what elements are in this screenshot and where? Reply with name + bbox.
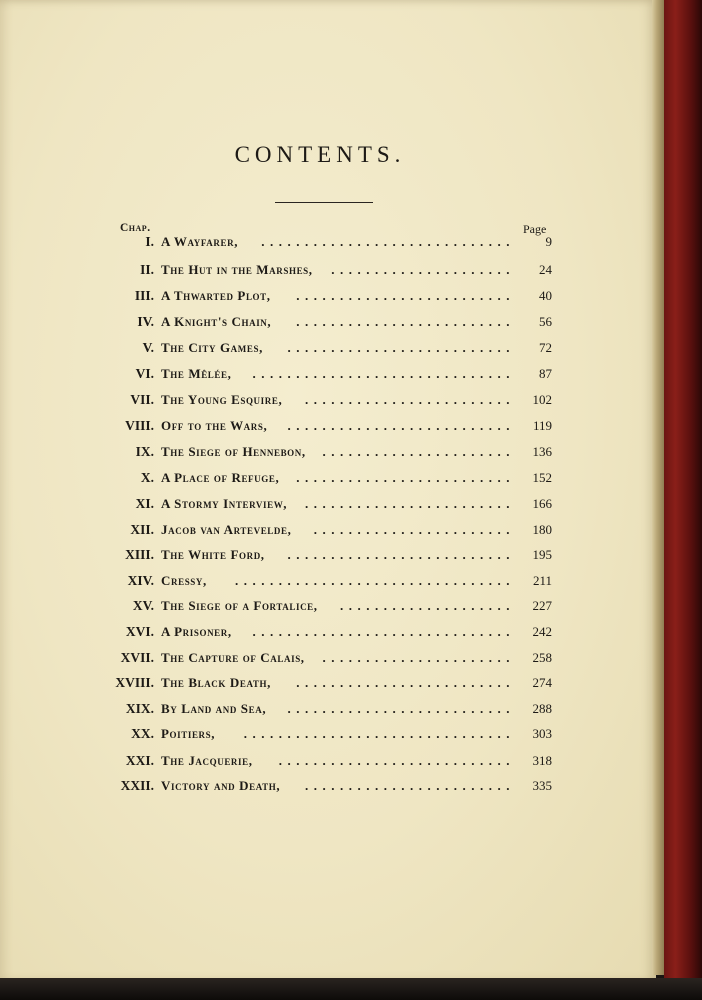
dot-leader: .....................	[331, 262, 515, 277]
chapter-number: I.	[145, 234, 154, 249]
chapter-number: VI.	[135, 366, 154, 381]
chapter-page-number: 258	[532, 650, 552, 665]
chapter-page-number: 152	[532, 470, 552, 485]
chapter-page-number: 288	[532, 701, 552, 716]
chapter-page-number: 56	[539, 314, 552, 329]
dot-leader: ...............................	[243, 726, 515, 741]
chapter-page-number: 166	[532, 496, 552, 511]
chapter-title: A Prisoner,	[161, 624, 232, 639]
chapter-page-number: 24	[539, 262, 552, 277]
chapter-page-number: 102	[532, 392, 552, 407]
contents-entry	[100, 442, 555, 462]
dot-leader: ..........................	[287, 418, 515, 433]
chapter-number: XXII.	[120, 778, 154, 793]
chapter-page-number: 242	[532, 624, 552, 639]
contents-entry	[100, 390, 555, 410]
contents-entry	[100, 260, 555, 280]
chapter-page-number: 318	[532, 753, 552, 768]
chapter-number: IV.	[137, 314, 154, 329]
page-edges	[652, 0, 664, 975]
chapter-number: V.	[142, 340, 154, 355]
chapter-title: The Siege of a Fortalice,	[161, 598, 318, 613]
title-rule	[275, 202, 373, 203]
chapter-page-number: 136	[532, 444, 552, 459]
chapter-number: XII.	[130, 522, 154, 537]
chapter-title: The Black Death,	[161, 675, 271, 690]
dot-leader: ..............................	[252, 366, 515, 381]
bottom-shadow	[0, 978, 702, 1000]
contents-entry	[100, 468, 555, 488]
dot-leader: ...........................	[278, 753, 515, 768]
chapter-title: The Hut in the Marshes,	[161, 262, 313, 277]
chapter-title: Off to the Wars,	[161, 418, 268, 433]
chapter-page-number: 119	[532, 418, 552, 433]
contents-entry	[100, 494, 555, 514]
contents-entry	[100, 596, 555, 616]
chapter-page-number: 180	[532, 522, 552, 537]
chapter-title: Victory and Death,	[161, 778, 281, 793]
chapter-title: Poitiers,	[161, 726, 216, 741]
chapter-number: XI.	[135, 496, 154, 511]
contents-entry	[100, 286, 555, 306]
dot-leader: ....................	[340, 598, 515, 613]
contents-entry	[100, 724, 555, 744]
chapter-number: XVIII.	[115, 675, 154, 690]
chapter-number: XIX.	[125, 701, 154, 716]
contents-entry	[100, 622, 555, 642]
chapter-number: XVII.	[120, 650, 154, 665]
chapter-page-number: 72	[539, 340, 552, 355]
dot-leader: ......................	[322, 650, 515, 665]
contents-entry	[100, 416, 555, 436]
contents-entry	[100, 520, 555, 540]
chapter-title: The White Ford,	[161, 547, 265, 562]
dot-leader: .........................	[296, 675, 515, 690]
chapter-page-number: 227	[532, 598, 552, 613]
dot-leader: ......................	[322, 444, 515, 459]
contents-entry	[100, 751, 555, 771]
chapter-number: XVI.	[125, 624, 154, 639]
chapter-title: A Thwarted Plot,	[161, 288, 271, 303]
contents-entry	[100, 648, 555, 668]
contents-entry	[100, 673, 555, 693]
chapter-number: XXI.	[125, 753, 154, 768]
chapter-title: Cressy,	[161, 573, 207, 588]
chapter-title: The Capture of Calais,	[161, 650, 305, 665]
contents-entry	[100, 232, 555, 252]
dot-leader: ..........................	[287, 701, 515, 716]
chapter-number: XX.	[131, 726, 154, 741]
contents-entry	[100, 699, 555, 719]
contents-entry	[100, 776, 555, 796]
chapter-number: XIII.	[125, 547, 154, 562]
dot-leader: .......................	[313, 522, 515, 537]
dot-leader: .............................	[261, 234, 515, 249]
contents-entry	[100, 545, 555, 565]
dot-leader: .........................	[296, 314, 515, 329]
chapter-number: X.	[140, 470, 154, 485]
chapter-number: VII.	[130, 392, 154, 407]
chapter-title: The Young Esquire,	[161, 392, 283, 407]
page-column-header: Page	[523, 222, 547, 236]
chapter-title: The City Games,	[161, 340, 263, 355]
contents-entry	[100, 364, 555, 384]
chapter-title: The Siege of Hennebon,	[161, 444, 306, 459]
chapter-title: Jacob van Artevelde,	[161, 522, 292, 537]
chapter-page-number: 9	[545, 234, 552, 249]
dot-leader: .........................	[296, 288, 515, 303]
chapter-column-header: Chap.	[120, 222, 151, 234]
chapter-title: The Jacquerie,	[161, 753, 253, 768]
chapter-number: IX.	[135, 444, 154, 459]
dot-leader: ........................	[305, 778, 515, 793]
chapter-number: XIV.	[127, 573, 154, 588]
dot-leader: ..........................	[287, 547, 515, 562]
dot-leader: ................................	[235, 573, 515, 588]
chapter-title: A Wayfarer,	[161, 234, 239, 249]
chapter-page-number: 195	[532, 547, 552, 562]
chapter-title: A Knight's Chain,	[161, 314, 272, 329]
dot-leader: ..............................	[252, 624, 515, 639]
contents-entry	[100, 338, 555, 358]
dot-leader: .........................	[296, 470, 515, 485]
chapter-page-number: 40	[539, 288, 552, 303]
dot-leader: ........................	[305, 392, 515, 407]
chapter-page-number: 303	[532, 726, 552, 741]
chapter-page-number: 274	[532, 675, 552, 690]
dot-leader: ........................	[305, 496, 515, 511]
contents-entry	[100, 571, 555, 591]
chapter-title: By Land and Sea,	[161, 701, 267, 716]
chapter-page-number: 335	[532, 778, 552, 793]
chapter-page-number: 87	[539, 366, 552, 381]
chapter-number: II.	[140, 262, 154, 277]
chapter-number: III.	[134, 288, 154, 303]
book-cover-edge	[664, 0, 702, 1000]
chapter-number: XV.	[132, 598, 154, 613]
chapter-title: A Stormy Interview,	[161, 496, 288, 511]
chapter-page-number: 211	[532, 573, 552, 588]
chapter-number: VIII.	[125, 418, 154, 433]
chapter-title: A Place of Refuge,	[161, 470, 280, 485]
contents-entry	[100, 312, 555, 332]
dot-leader: ..........................	[287, 340, 515, 355]
chapter-title: The Mêlée,	[161, 366, 232, 381]
page-title: CONTENTS.	[234, 142, 406, 167]
